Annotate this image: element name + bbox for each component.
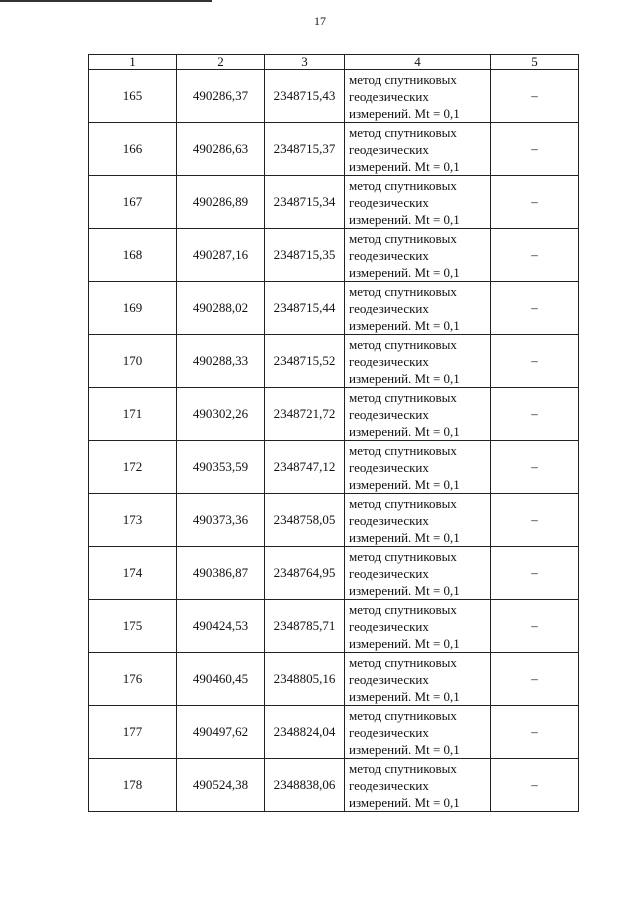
x-coordinate-cell: 490353,59: [177, 441, 265, 494]
method-cell: [345, 547, 491, 600]
x-coordinate-cell: 490524,38: [177, 759, 265, 812]
method-line-2: геодезических: [349, 671, 429, 687]
method-line-2: геодезических: [349, 406, 429, 422]
table-row: [89, 494, 579, 547]
y-coordinate-cell: 2348715,35: [265, 229, 345, 282]
method-line-1: метод спутниковых: [349, 336, 457, 352]
method-line-3: измерений. Mt = 0,1: [349, 476, 460, 492]
method-line-2: геодезических: [349, 565, 429, 581]
method-line-2: геодезических: [349, 300, 429, 316]
method-line-3: измерений. Mt = 0,1: [349, 317, 460, 333]
note-cell: –: [491, 441, 579, 494]
method-cell: [345, 70, 491, 123]
point-number-cell: 173: [89, 494, 177, 547]
method-cell: [345, 706, 491, 759]
point-number-cell: 176: [89, 653, 177, 706]
note-cell: –: [491, 335, 579, 388]
table-row: [89, 706, 579, 759]
y-coordinate-cell: 2348838,06: [265, 759, 345, 812]
method-cell: [345, 759, 491, 812]
table-row: [89, 441, 579, 494]
method-line-3: измерений. Mt = 0,1: [349, 688, 460, 704]
method-line-2: геодезических: [349, 777, 429, 793]
method-line-3: измерений. Mt = 0,1: [349, 158, 460, 174]
method-line-1: метод спутниковых: [349, 283, 457, 299]
method-line-2: геодезических: [349, 141, 429, 157]
header-col-2: 2: [177, 55, 265, 70]
method-line-1: метод спутниковых: [349, 707, 457, 723]
method-line-1: метод спутниковых: [349, 124, 457, 140]
coordinates-table: [88, 54, 579, 812]
method-line-2: геодезических: [349, 88, 429, 104]
method-cell: [345, 653, 491, 706]
x-coordinate-cell: 490373,36: [177, 494, 265, 547]
table-header-row: [89, 55, 579, 70]
point-number-cell: 168: [89, 229, 177, 282]
table-row: [89, 123, 579, 176]
method-line-1: метод спутниковых: [349, 654, 457, 670]
table-body: [89, 70, 579, 812]
point-number-cell: 166: [89, 123, 177, 176]
method-line-1: метод спутниковых: [349, 760, 457, 776]
table-row: [89, 653, 579, 706]
method-line-3: измерений. Mt = 0,1: [349, 741, 460, 757]
point-number-cell: 167: [89, 176, 177, 229]
method-line-3: измерений. Mt = 0,1: [349, 635, 460, 651]
note-cell: –: [491, 759, 579, 812]
x-coordinate-cell: 490288,33: [177, 335, 265, 388]
x-coordinate-cell: 490287,16: [177, 229, 265, 282]
table-row: [89, 388, 579, 441]
header-col-1: 1: [89, 55, 177, 70]
table-row: [89, 282, 579, 335]
method-line-1: метод спутниковых: [349, 442, 457, 458]
x-coordinate-cell: 490497,62: [177, 706, 265, 759]
point-number-cell: 171: [89, 388, 177, 441]
x-coordinate-cell: 490288,02: [177, 282, 265, 335]
x-coordinate-cell: 490386,87: [177, 547, 265, 600]
note-cell: –: [491, 176, 579, 229]
x-coordinate-cell: 490286,89: [177, 176, 265, 229]
method-cell: [345, 335, 491, 388]
y-coordinate-cell: 2348721,72: [265, 388, 345, 441]
method-cell: [345, 494, 491, 547]
header-col-4: 4: [345, 55, 491, 70]
method-cell: [345, 176, 491, 229]
x-coordinate-cell: 490460,45: [177, 653, 265, 706]
note-cell: –: [491, 600, 579, 653]
method-line-1: метод спутниковых: [349, 71, 457, 87]
y-coordinate-cell: 2348715,37: [265, 123, 345, 176]
point-number-cell: 178: [89, 759, 177, 812]
note-cell: –: [491, 547, 579, 600]
y-coordinate-cell: 2348715,34: [265, 176, 345, 229]
y-coordinate-cell: 2348824,04: [265, 706, 345, 759]
method-line-1: метод спутниковых: [349, 601, 457, 617]
method-line-1: метод спутниковых: [349, 230, 457, 246]
table-row: [89, 176, 579, 229]
table-row: [89, 600, 579, 653]
method-cell: [345, 388, 491, 441]
table-row: [89, 229, 579, 282]
method-line-2: геодезических: [349, 459, 429, 475]
point-number-cell: 169: [89, 282, 177, 335]
note-cell: –: [491, 123, 579, 176]
x-coordinate-cell: 490286,63: [177, 123, 265, 176]
page-number: 17: [314, 14, 326, 28]
y-coordinate-cell: 2348764,95: [265, 547, 345, 600]
method-line-1: метод спутниковых: [349, 495, 457, 511]
x-coordinate-cell: 490424,53: [177, 600, 265, 653]
method-cell: [345, 441, 491, 494]
note-cell: –: [491, 494, 579, 547]
point-number-cell: 172: [89, 441, 177, 494]
table-row: [89, 335, 579, 388]
point-number-cell: 177: [89, 706, 177, 759]
top-rule: [0, 0, 212, 2]
point-number-cell: 165: [89, 70, 177, 123]
note-cell: –: [491, 229, 579, 282]
y-coordinate-cell: 2348758,05: [265, 494, 345, 547]
y-coordinate-cell: 2348715,43: [265, 70, 345, 123]
method-line-2: геодезических: [349, 618, 429, 634]
table-row: [89, 759, 579, 812]
method-line-2: геодезических: [349, 512, 429, 528]
y-coordinate-cell: 2348805,16: [265, 653, 345, 706]
x-coordinate-cell: 490286,37: [177, 70, 265, 123]
header-col-3: 3: [265, 55, 345, 70]
note-cell: –: [491, 706, 579, 759]
method-line-2: геодезических: [349, 353, 429, 369]
method-line-1: метод спутниковых: [349, 548, 457, 564]
method-line-1: метод спутниковых: [349, 389, 457, 405]
x-coordinate-cell: 490302,26: [177, 388, 265, 441]
note-cell: –: [491, 70, 579, 123]
y-coordinate-cell: 2348785,71: [265, 600, 345, 653]
method-line-3: измерений. Mt = 0,1: [349, 370, 460, 386]
note-cell: –: [491, 282, 579, 335]
y-coordinate-cell: 2348715,44: [265, 282, 345, 335]
table-row: [89, 70, 579, 123]
method-line-2: геодезических: [349, 194, 429, 210]
note-cell: –: [491, 388, 579, 441]
y-coordinate-cell: 2348715,52: [265, 335, 345, 388]
method-line-2: геодезических: [349, 724, 429, 740]
method-line-3: измерений. Mt = 0,1: [349, 105, 460, 121]
method-line-3: измерений. Mt = 0,1: [349, 264, 460, 280]
y-coordinate-cell: 2348747,12: [265, 441, 345, 494]
header-col-5: 5: [491, 55, 579, 70]
note-cell: –: [491, 653, 579, 706]
method-line-2: геодезических: [349, 247, 429, 263]
point-number-cell: 175: [89, 600, 177, 653]
point-number-cell: 170: [89, 335, 177, 388]
method-line-3: измерений. Mt = 0,1: [349, 794, 460, 810]
point-number-cell: 174: [89, 547, 177, 600]
method-cell: [345, 282, 491, 335]
method-line-3: измерений. Mt = 0,1: [349, 423, 460, 439]
method-cell: [345, 600, 491, 653]
method-line-1: метод спутниковых: [349, 177, 457, 193]
method-line-3: измерений. Mt = 0,1: [349, 529, 460, 545]
method-cell: [345, 123, 491, 176]
method-line-3: измерений. Mt = 0,1: [349, 582, 460, 598]
method-cell: [345, 229, 491, 282]
table-row: [89, 547, 579, 600]
method-line-3: измерений. Mt = 0,1: [349, 211, 460, 227]
